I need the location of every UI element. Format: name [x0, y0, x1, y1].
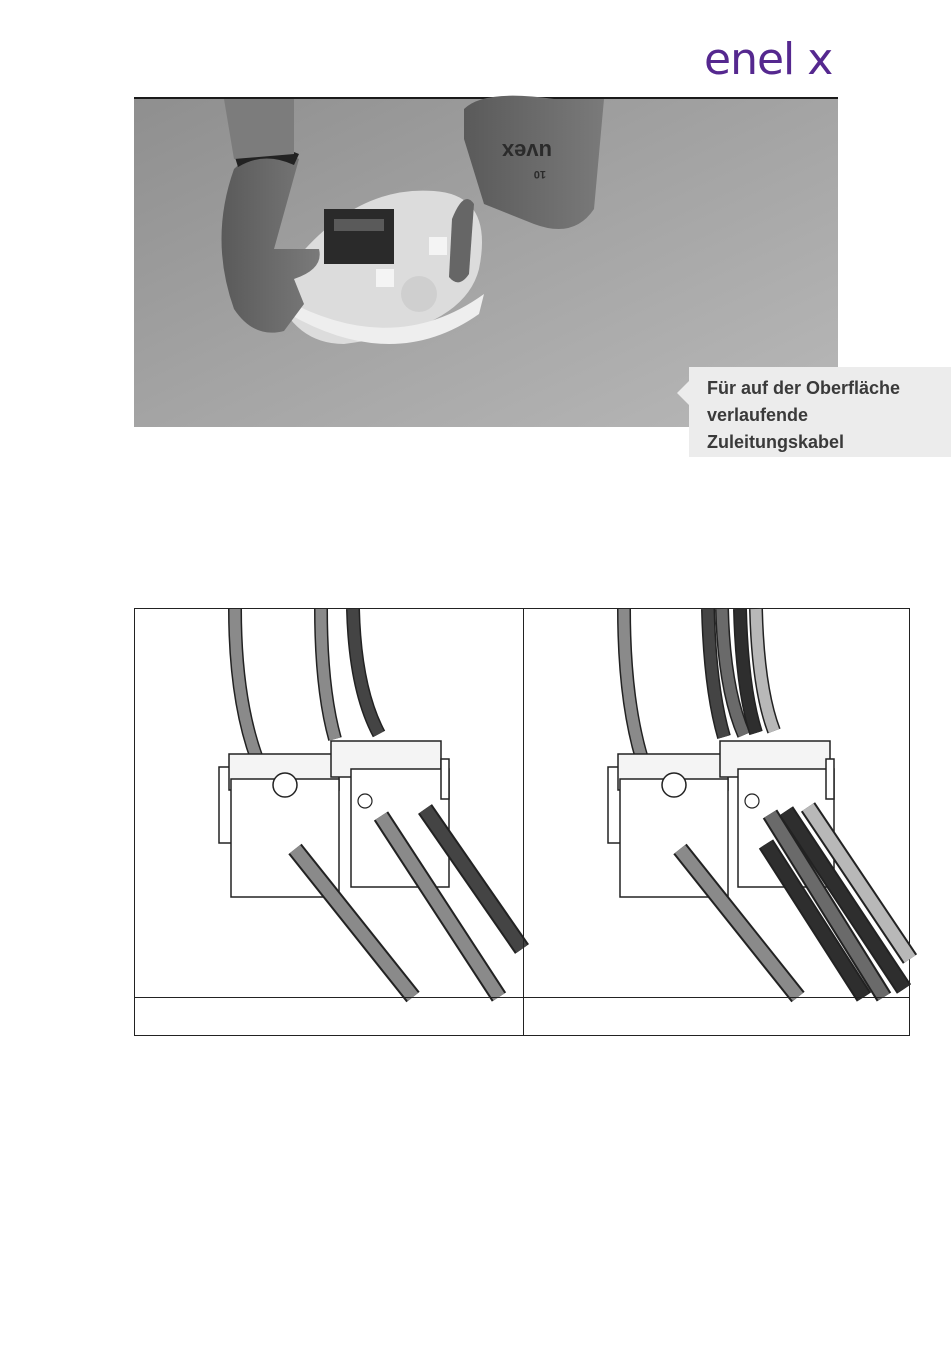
logo-wordmark: enel x — [704, 34, 833, 85]
diagram-right-five-cables — [523, 609, 910, 997]
installation-photo — [134, 97, 901, 452]
terminal-diagram-table — [134, 608, 910, 1036]
callout-text: Für auf der Oberfläche verlaufende Zuleitungskabel — [707, 378, 901, 452]
caption-row — [135, 997, 909, 1035]
enel-x-logo — [700, 36, 875, 86]
callout-pointer — [677, 381, 689, 405]
caption-right — [523, 998, 910, 1035]
photo-callout — [689, 367, 951, 457]
diagram-left-three-cables — [135, 609, 522, 997]
glove-size-print: 10 — [533, 168, 546, 180]
glove-brand-print: uvex — [501, 139, 552, 164]
caption-left — [135, 998, 522, 1035]
